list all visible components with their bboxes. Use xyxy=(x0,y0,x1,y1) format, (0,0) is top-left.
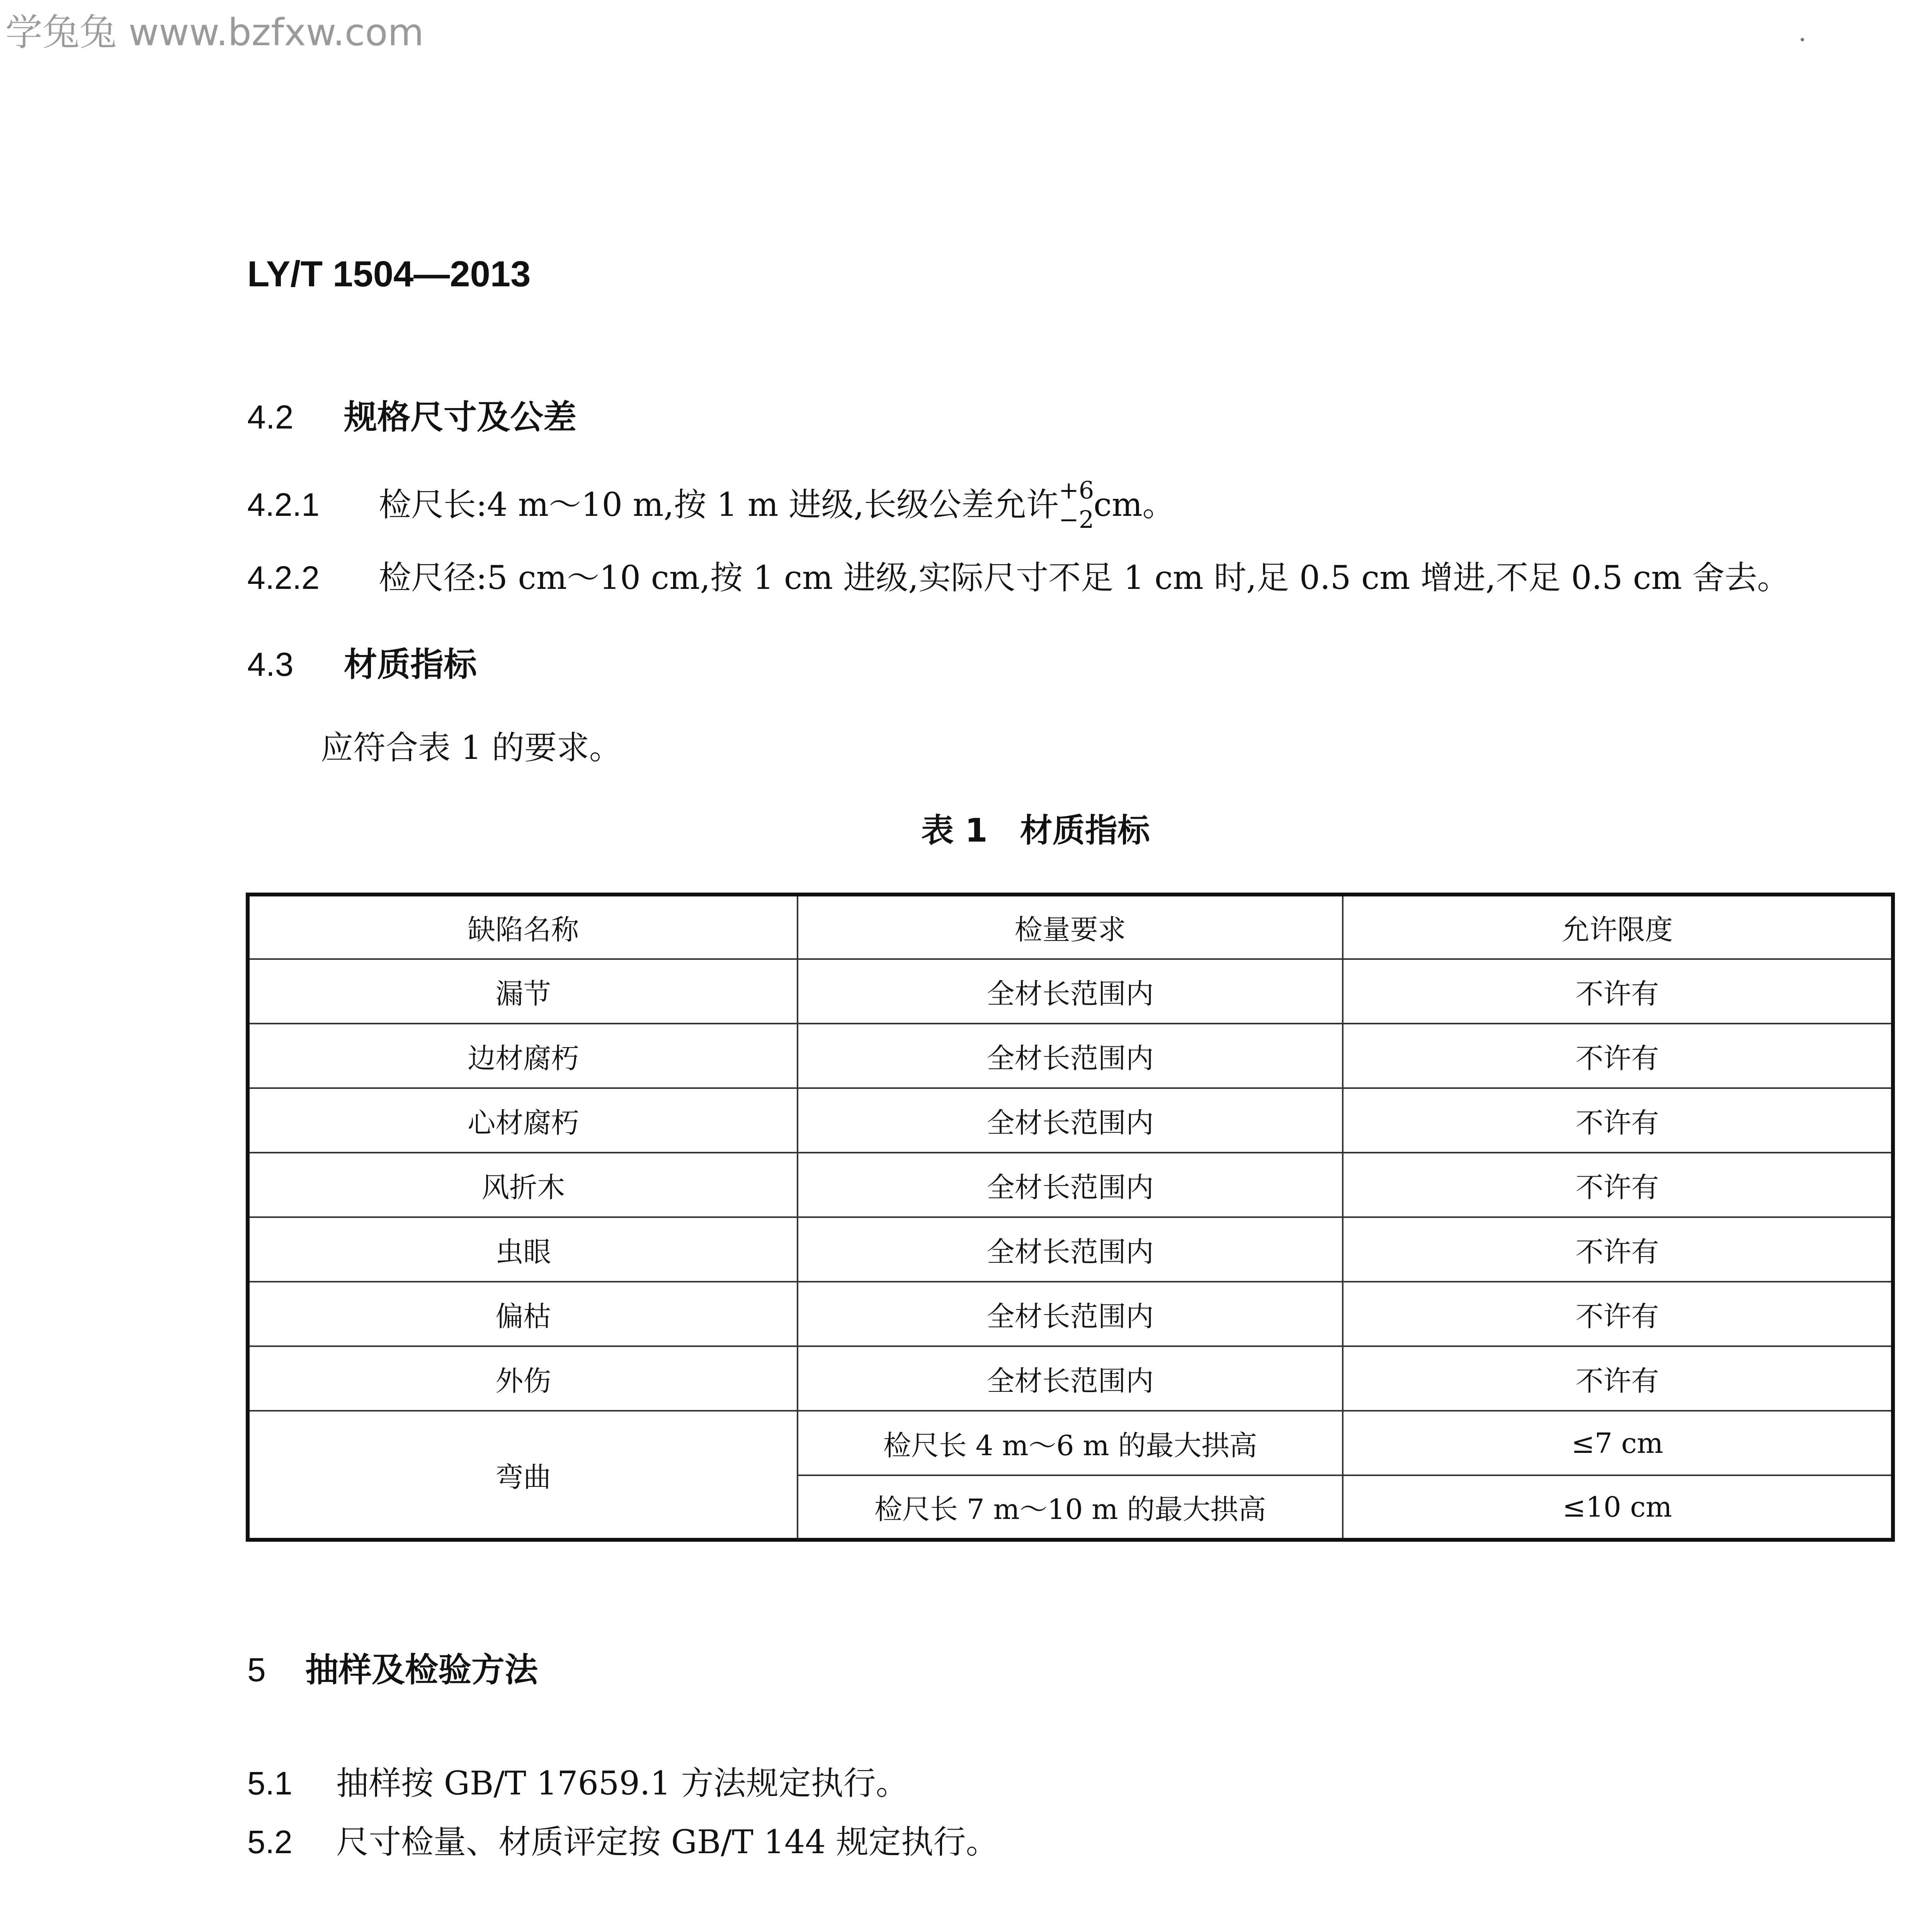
tolerance-plus: +6 xyxy=(1058,476,1094,504)
measure-requirement: 全材长范围内 xyxy=(798,1282,1343,1346)
allowed-limit: 不许有 xyxy=(1343,1282,1893,1346)
clause-number: 4.2.1 xyxy=(247,486,320,523)
defect-name: 外伤 xyxy=(248,1346,798,1411)
table-caption: 表 1 材质指标 xyxy=(921,811,1150,849)
table-row xyxy=(248,1282,1893,1346)
defect-name: 边材腐朽 xyxy=(248,1024,798,1088)
clause-text-end: cm。 xyxy=(1093,486,1175,524)
measure-requirement: 全材长范围内 xyxy=(798,1217,1343,1282)
defect-name: 漏节 xyxy=(248,959,798,1024)
defect-name: 心材腐朽 xyxy=(248,1088,798,1153)
bend-requirement-short: 检尺长 4 m～6 m 的最大拱高 xyxy=(798,1411,1343,1475)
defect-name: 偏枯 xyxy=(248,1282,798,1346)
measure-requirement: 全材长范围内 xyxy=(798,959,1343,1024)
clause-5-2 xyxy=(247,1816,998,1863)
material-table xyxy=(246,893,1895,1542)
clause-text: 尺寸检量、材质评定按 GB/T 144 规定执行。 xyxy=(336,1823,998,1861)
section-5-heading xyxy=(247,1643,538,1691)
watermark: 学兔兔 www.bzfxw.com xyxy=(5,11,424,54)
header-allowed-limit: 允许限度 xyxy=(1343,895,1893,959)
allowed-limit: 不许有 xyxy=(1343,1024,1893,1088)
defect-name-bend: 弯曲 xyxy=(248,1411,798,1540)
clause-text: 检尺长:4 m～10 m,按 1 m 进级,长级公差允许 xyxy=(379,486,1059,524)
clause-text: 抽样按 GB/T 17659.1 方法规定执行。 xyxy=(336,1764,908,1802)
clause-number: 5.1 xyxy=(247,1765,293,1801)
section-4-2-heading xyxy=(247,390,577,438)
table-row-bend-1 xyxy=(248,1411,1893,1475)
defect-name: 风折木 xyxy=(248,1153,798,1217)
allowed-limit: 不许有 xyxy=(1343,1153,1893,1217)
measure-requirement: 全材长范围内 xyxy=(798,1024,1343,1088)
table-row xyxy=(248,1346,1893,1411)
section-title: 规格尺寸及公差 xyxy=(344,398,577,437)
bend-requirement-long: 检尺长 7 m～10 m 的最大拱高 xyxy=(798,1475,1343,1540)
section-4-3-body: 应符合表 1 的要求。 xyxy=(321,729,622,767)
allowed-limit: 不许有 xyxy=(1343,1346,1893,1411)
clause-number: 4.2.2 xyxy=(247,560,320,596)
bend-limit-long: ≤10 cm xyxy=(1343,1475,1893,1540)
table-row xyxy=(248,1088,1893,1153)
tolerance-minus: −2 xyxy=(1058,505,1094,534)
allowed-limit: 不许有 xyxy=(1343,1217,1893,1282)
table-row xyxy=(248,1024,1893,1088)
section-title: 抽样及检验方法 xyxy=(305,1651,538,1689)
measure-requirement: 全材长范围内 xyxy=(798,1153,1343,1217)
header-measure-requirement: 检量要求 xyxy=(798,895,1343,959)
measure-requirement: 全材长范围内 xyxy=(798,1088,1343,1153)
header-defect-name: 缺陷名称 xyxy=(248,895,798,959)
measure-requirement: 全材长范围内 xyxy=(798,1346,1343,1411)
section-number: 4.2 xyxy=(247,399,294,436)
section-title: 材质指标 xyxy=(344,645,477,684)
clause-5-1 xyxy=(247,1757,908,1804)
scan-speck xyxy=(1801,38,1804,41)
section-6-heading xyxy=(247,1928,438,1932)
section-number: 4.3 xyxy=(247,646,294,683)
allowed-limit: 不许有 xyxy=(1343,959,1893,1024)
clause-text: 检尺径:5 cm～10 cm,按 1 cm 进级,实际尺寸不足 1 cm 时,足 0.5 cm 增进,不足 0.5 cm 舍去。 xyxy=(379,559,1790,597)
table-row xyxy=(248,1217,1893,1282)
clause-number: 5.2 xyxy=(247,1824,293,1860)
standard-number: LY/T 1504—2013 xyxy=(247,253,531,294)
allowed-limit: 不许有 xyxy=(1343,1088,1893,1153)
table-row xyxy=(248,1153,1893,1217)
defect-name: 虫眼 xyxy=(248,1217,798,1282)
clause-4-2-2 xyxy=(247,552,1790,599)
section-number: 5 xyxy=(247,1651,266,1689)
section-4-3-heading xyxy=(247,638,477,685)
table-row xyxy=(248,959,1893,1024)
table-header-row xyxy=(248,895,1893,959)
clause-4-2-1 xyxy=(247,478,1175,536)
tolerance xyxy=(1059,478,1094,536)
bend-limit-short: ≤7 cm xyxy=(1343,1411,1893,1475)
